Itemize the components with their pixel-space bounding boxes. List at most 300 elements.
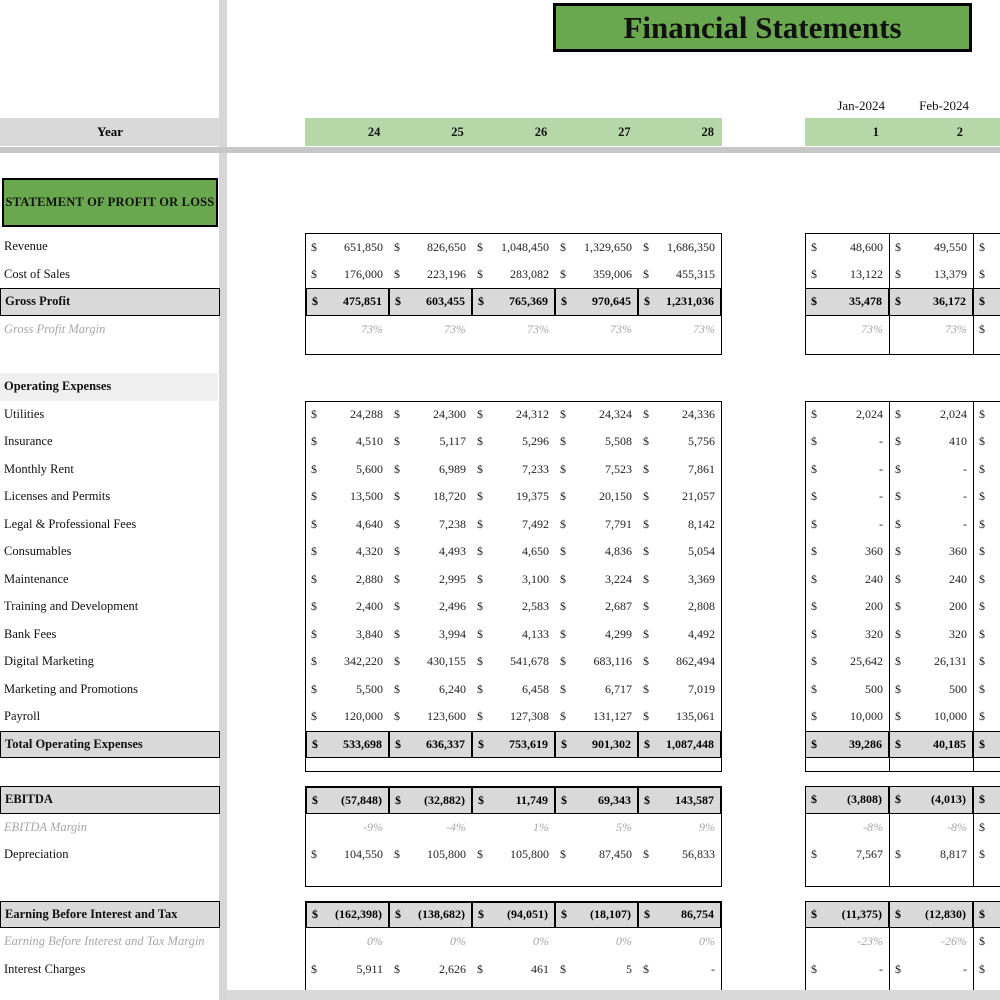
cell[interactable]: [973, 261, 1000, 289]
cell[interactable]: [973, 676, 1000, 704]
cell[interactable]: [889, 593, 973, 621]
cell[interactable]: [306, 428, 389, 456]
cell[interactable]: [555, 841, 638, 869]
cell[interactable]: [472, 814, 555, 842]
cell-value: 40,185: [933, 736, 966, 751]
row-label[interactable]: Bank Fees: [4, 626, 57, 641]
year-cell-24[interactable]: 24: [305, 118, 388, 146]
cell[interactable]: [973, 428, 1000, 456]
cell[interactable]: [306, 288, 389, 316]
cell[interactable]: [306, 841, 389, 869]
cell[interactable]: [973, 456, 1000, 484]
cell[interactable]: [555, 731, 638, 759]
yearly-values: [305, 401, 722, 429]
cell[interactable]: [389, 841, 472, 869]
cell[interactable]: [638, 676, 721, 704]
cell[interactable]: [555, 648, 638, 676]
cell[interactable]: [805, 316, 889, 344]
cell[interactable]: [389, 593, 472, 621]
cell[interactable]: [638, 316, 721, 344]
currency-symbol: $: [979, 571, 985, 586]
cell[interactable]: [555, 621, 638, 649]
cell[interactable]: [805, 621, 889, 649]
cell[interactable]: [638, 928, 721, 956]
statement-section-banner: [2, 178, 218, 227]
cell[interactable]: [973, 538, 1000, 566]
cell[interactable]: [472, 456, 555, 484]
cell[interactable]: [889, 233, 973, 261]
cell[interactable]: [472, 483, 555, 511]
currency-symbol: $: [561, 736, 567, 751]
cell[interactable]: [306, 956, 389, 984]
cell[interactable]: [555, 261, 638, 289]
cell[interactable]: [389, 787, 472, 814]
cell-value: 3,369: [688, 571, 715, 586]
cell[interactable]: [805, 261, 889, 289]
cell[interactable]: [472, 402, 555, 429]
cell[interactable]: [805, 786, 889, 814]
row-label[interactable]: Revenue: [4, 239, 48, 254]
cell[interactable]: [805, 928, 889, 956]
cell[interactable]: [555, 676, 638, 704]
cell[interactable]: [638, 814, 721, 842]
cell[interactable]: [472, 703, 555, 731]
cell[interactable]: [389, 621, 472, 649]
cell[interactable]: [389, 483, 472, 511]
table-row: [0, 373, 1000, 401]
month-num-cell-3-partial[interactable]: [973, 118, 1000, 146]
cell-value: 4,836: [605, 544, 632, 559]
cell[interactable]: [973, 316, 1000, 344]
row-label[interactable]: Consumables: [4, 544, 72, 559]
row-label[interactable]: Earning Before Interest and Tax Margin: [4, 934, 205, 949]
cell[interactable]: [889, 956, 973, 984]
cell[interactable]: [306, 676, 389, 704]
cell[interactable]: [306, 456, 389, 484]
cell[interactable]: [889, 288, 973, 316]
cell[interactable]: [889, 483, 973, 511]
currency-symbol: $: [394, 681, 400, 696]
cell[interactable]: [555, 511, 638, 539]
cell[interactable]: [306, 261, 389, 289]
cell[interactable]: [472, 511, 555, 539]
cell[interactable]: [805, 676, 889, 704]
cell[interactable]: [555, 456, 638, 484]
cell-value: 7,238: [439, 516, 466, 531]
cell[interactable]: [638, 511, 721, 539]
cell[interactable]: [306, 593, 389, 621]
cell[interactable]: [306, 566, 389, 594]
cell[interactable]: [306, 621, 389, 649]
cell[interactable]: [638, 956, 721, 984]
cell[interactable]: [555, 483, 638, 511]
cell[interactable]: [638, 566, 721, 594]
cell[interactable]: [472, 316, 555, 344]
cell[interactable]: [389, 566, 472, 594]
cell[interactable]: [472, 234, 555, 261]
statement-grid: [0, 233, 1000, 995]
cell-value: 24,312: [516, 407, 549, 422]
monthly-values: [805, 261, 1000, 289]
monthly-values: [805, 841, 1000, 869]
currency-symbol: $: [895, 266, 901, 281]
cell[interactable]: [638, 234, 721, 261]
cell[interactable]: [306, 538, 389, 566]
cell[interactable]: [805, 731, 889, 759]
cell[interactable]: [889, 648, 973, 676]
cell[interactable]: [555, 288, 638, 316]
cell[interactable]: [389, 902, 472, 929]
currency-symbol: $: [395, 907, 401, 922]
cell-value: 120,000: [344, 709, 383, 724]
currency-symbol: $: [478, 907, 484, 922]
cell-value: (18,107): [590, 907, 631, 922]
cell[interactable]: [889, 841, 973, 869]
cell[interactable]: [638, 841, 721, 869]
cell[interactable]: [389, 261, 472, 289]
cell[interactable]: [555, 566, 638, 594]
cell-value: -: [879, 961, 883, 976]
currency-symbol: $: [477, 681, 483, 696]
cell-value: (4,013): [931, 792, 966, 807]
currency-symbol: $: [979, 544, 985, 559]
row-label[interactable]: Earning Before Interest and Tax: [0, 901, 220, 929]
cell[interactable]: [805, 456, 889, 484]
cell[interactable]: [389, 288, 472, 316]
row-label[interactable]: Interest Charges: [4, 961, 86, 976]
cell[interactable]: [555, 956, 638, 984]
cell[interactable]: [306, 928, 389, 956]
cell[interactable]: [973, 233, 1000, 261]
cell[interactable]: [555, 538, 638, 566]
table-row: [0, 401, 1000, 429]
cell[interactable]: [973, 731, 1000, 759]
cell[interactable]: [472, 676, 555, 704]
cell-value: 36,172: [933, 294, 966, 309]
cell[interactable]: [973, 901, 1000, 929]
cell[interactable]: [805, 288, 889, 316]
section-label[interactable]: Operating Expenses: [0, 373, 218, 401]
cell[interactable]: [638, 787, 721, 814]
cell[interactable]: [638, 538, 721, 566]
row-label[interactable]: Legal & Professional Fees: [4, 516, 137, 531]
cell[interactable]: [472, 731, 555, 759]
row-label[interactable]: Total Operating Expenses: [0, 731, 220, 759]
cell[interactable]: [889, 538, 973, 566]
currency-symbol: $: [811, 294, 817, 309]
cell[interactable]: [973, 786, 1000, 814]
cell[interactable]: [555, 928, 638, 956]
cell[interactable]: [472, 648, 555, 676]
cell[interactable]: [472, 566, 555, 594]
yearly-values: [305, 566, 722, 594]
cell[interactable]: [805, 901, 889, 929]
cell[interactable]: [973, 621, 1000, 649]
cell[interactable]: [638, 621, 721, 649]
monthly-values: [805, 621, 1000, 649]
cell[interactable]: [889, 621, 973, 649]
cell[interactable]: [389, 814, 472, 842]
cell[interactable]: [805, 428, 889, 456]
cell[interactable]: [389, 676, 472, 704]
cell[interactable]: [973, 814, 1000, 842]
cell-value: 4,492: [688, 626, 715, 641]
cell[interactable]: [389, 428, 472, 456]
cell-value: 1,087,448: [666, 736, 714, 751]
year-cell-28[interactable]: 28: [639, 118, 722, 146]
cell[interactable]: [889, 456, 973, 484]
cell[interactable]: [889, 261, 973, 289]
cell[interactable]: [306, 787, 389, 814]
cell[interactable]: [306, 648, 389, 676]
cell[interactable]: [973, 648, 1000, 676]
currency-symbol: $: [311, 239, 317, 254]
cell[interactable]: [472, 538, 555, 566]
monthly-values: [805, 758, 1000, 772]
cell[interactable]: [472, 593, 555, 621]
yearly-values: [305, 956, 722, 984]
month-header-jan[interactable]: Jan-2024: [837, 98, 885, 113]
row-label[interactable]: Insurance: [4, 434, 53, 449]
cell[interactable]: [472, 787, 555, 814]
currency-symbol: $: [979, 792, 985, 807]
currency-symbol: $: [477, 239, 483, 254]
table-row: [0, 703, 1000, 731]
currency-symbol: $: [394, 407, 400, 422]
row-label[interactable]: Utilities: [4, 406, 45, 421]
cell[interactable]: [555, 316, 638, 344]
currency-symbol: $: [643, 461, 649, 476]
cell[interactable]: [306, 483, 389, 511]
cell[interactable]: [973, 841, 1000, 869]
currency-symbol: $: [477, 709, 483, 724]
cell[interactable]: [889, 316, 973, 344]
cell[interactable]: [389, 648, 472, 676]
cell-value: 0%: [533, 934, 549, 949]
cell-value: 9%: [699, 819, 715, 834]
row-label[interactable]: Gross Profit: [0, 288, 220, 316]
cell[interactable]: [638, 402, 721, 429]
row-label[interactable]: Depreciation: [4, 847, 69, 862]
bottom-scroll-strip[interactable]: [227, 990, 1000, 1000]
cell[interactable]: [805, 956, 889, 984]
cell[interactable]: [638, 703, 721, 731]
cell[interactable]: [306, 402, 389, 429]
currency-symbol: $: [395, 792, 401, 807]
cell[interactable]: [889, 928, 973, 956]
row-label[interactable]: Maintenance: [4, 571, 69, 586]
cell[interactable]: [555, 402, 638, 429]
cell[interactable]: [805, 593, 889, 621]
currency-symbol: $: [979, 489, 985, 504]
row-label[interactable]: Training and Development: [4, 599, 139, 614]
row-label[interactable]: Monthly Rent: [4, 461, 74, 476]
cell[interactable]: [889, 814, 973, 842]
cell[interactable]: [638, 648, 721, 676]
cell[interactable]: [638, 731, 721, 759]
cell-value: 8,142: [688, 516, 715, 531]
month-num-cell-1[interactable]: 1: [805, 118, 889, 146]
monthly-values: [805, 233, 1000, 261]
table-row: [0, 593, 1000, 621]
cell-value: 200: [949, 599, 967, 614]
cell[interactable]: [306, 814, 389, 842]
cell[interactable]: [638, 288, 721, 316]
cell[interactable]: [638, 483, 721, 511]
cell-value: 25,642: [850, 654, 883, 669]
cell[interactable]: [889, 566, 973, 594]
row-label[interactable]: Licenses and Permits: [4, 489, 111, 504]
cell[interactable]: [472, 956, 555, 984]
row-label[interactable]: EBITDA: [0, 786, 220, 814]
year-cell-27[interactable]: 27: [555, 118, 638, 146]
cell-value: 826,650: [427, 239, 466, 254]
year-cell-26[interactable]: 26: [472, 118, 555, 146]
cell[interactable]: [555, 234, 638, 261]
cell[interactable]: [889, 676, 973, 704]
cell[interactable]: [889, 786, 973, 814]
cell[interactable]: [389, 703, 472, 731]
block-padding-row: [0, 758, 1000, 772]
cell[interactable]: [973, 928, 1000, 956]
currency-symbol: $: [895, 434, 901, 449]
row-label[interactable]: Marketing and Promotions: [4, 681, 139, 696]
cell[interactable]: [472, 841, 555, 869]
cell-value: 26,131: [934, 654, 967, 669]
cell[interactable]: [306, 703, 389, 731]
currency-symbol: $: [643, 489, 649, 504]
cell[interactable]: [389, 928, 472, 956]
cell[interactable]: [389, 956, 472, 984]
currency-symbol: $: [643, 571, 649, 586]
cell[interactable]: [889, 731, 973, 759]
cell-value: 143,587: [675, 792, 714, 807]
cell-value: 320: [865, 626, 883, 641]
cell[interactable]: [472, 902, 555, 929]
cell-value: 13,122: [850, 266, 883, 281]
cell[interactable]: [973, 593, 1000, 621]
table-row: [0, 261, 1000, 289]
cell-value: 10,000: [934, 709, 967, 724]
cell[interactable]: [472, 428, 555, 456]
month-num-cell-2[interactable]: 2: [889, 118, 973, 146]
cell[interactable]: [638, 261, 721, 289]
currency-symbol: $: [560, 461, 566, 476]
currency-symbol: $: [643, 681, 649, 696]
cell[interactable]: [889, 401, 973, 429]
cell[interactable]: [306, 316, 389, 344]
cell[interactable]: [638, 593, 721, 621]
currency-symbol: $: [561, 792, 567, 807]
cell-value: 5,600: [356, 461, 383, 476]
row-label[interactable]: Cost of Sales: [4, 266, 70, 281]
cell[interactable]: [389, 234, 472, 261]
currency-symbol: $: [643, 544, 649, 559]
currency-symbol: $: [811, 461, 817, 476]
cell[interactable]: [555, 902, 638, 929]
cell[interactable]: [973, 511, 1000, 539]
currency-symbol: $: [895, 489, 901, 504]
month-header-feb[interactable]: Feb-2024: [919, 98, 969, 113]
cell[interactable]: [973, 483, 1000, 511]
cell[interactable]: [472, 288, 555, 316]
cell[interactable]: [805, 233, 889, 261]
cell[interactable]: [472, 928, 555, 956]
cell[interactable]: [805, 814, 889, 842]
cell[interactable]: [638, 428, 721, 456]
row-label[interactable]: EBITDA Margin: [4, 819, 87, 834]
currency-symbol: $: [394, 516, 400, 531]
cell[interactable]: [389, 731, 472, 759]
cell[interactable]: [889, 428, 973, 456]
cell[interactable]: [805, 648, 889, 676]
cell[interactable]: [472, 261, 555, 289]
cell[interactable]: [973, 401, 1000, 429]
cell[interactable]: [389, 316, 472, 344]
cell[interactable]: [638, 902, 721, 929]
cell[interactable]: [805, 703, 889, 731]
cell[interactable]: [555, 428, 638, 456]
currency-symbol: $: [560, 434, 566, 449]
cell[interactable]: [805, 538, 889, 566]
row-label[interactable]: Payroll: [4, 709, 41, 724]
cell[interactable]: [889, 703, 973, 731]
cell[interactable]: [555, 593, 638, 621]
cell[interactable]: [306, 902, 389, 929]
cell[interactable]: [389, 402, 472, 429]
cell[interactable]: [889, 901, 973, 929]
cell[interactable]: [973, 703, 1000, 731]
cell[interactable]: [805, 511, 889, 539]
cell-value: 2,496: [439, 599, 466, 614]
cell[interactable]: [805, 401, 889, 429]
year-row-label[interactable]: Year: [0, 118, 220, 146]
currency-symbol: $: [394, 599, 400, 614]
cell[interactable]: [555, 787, 638, 814]
cell-value: 2,024: [856, 407, 883, 422]
cell[interactable]: [555, 703, 638, 731]
cell-value: 240: [865, 571, 883, 586]
cell[interactable]: [306, 731, 389, 759]
cell[interactable]: [973, 288, 1000, 316]
cell[interactable]: [472, 621, 555, 649]
cell[interactable]: [389, 538, 472, 566]
cell[interactable]: [389, 511, 472, 539]
cell[interactable]: [805, 566, 889, 594]
cell-value: 500: [865, 681, 883, 696]
cell[interactable]: [638, 456, 721, 484]
currency-symbol: $: [311, 709, 317, 724]
statement-section-title: STATEMENT OF PROFIT OR LOSS: [5, 195, 215, 209]
yearly-values: [305, 233, 722, 261]
cell[interactable]: [889, 511, 973, 539]
currency-symbol: $: [477, 407, 483, 422]
cell[interactable]: [973, 566, 1000, 594]
currency-symbol: $: [895, 961, 901, 976]
row-label[interactable]: Gross Profit Margin: [4, 321, 106, 336]
cell[interactable]: [973, 956, 1000, 984]
cell[interactable]: [306, 511, 389, 539]
cell[interactable]: [805, 483, 889, 511]
cell[interactable]: [805, 841, 889, 869]
year-cell-25[interactable]: 25: [388, 118, 471, 146]
yearly-values: [305, 648, 722, 676]
cell[interactable]: [389, 456, 472, 484]
currency-symbol: $: [560, 599, 566, 614]
cell[interactable]: [306, 234, 389, 261]
cell[interactable]: [555, 814, 638, 842]
row-label[interactable]: Digital Marketing: [4, 654, 94, 669]
